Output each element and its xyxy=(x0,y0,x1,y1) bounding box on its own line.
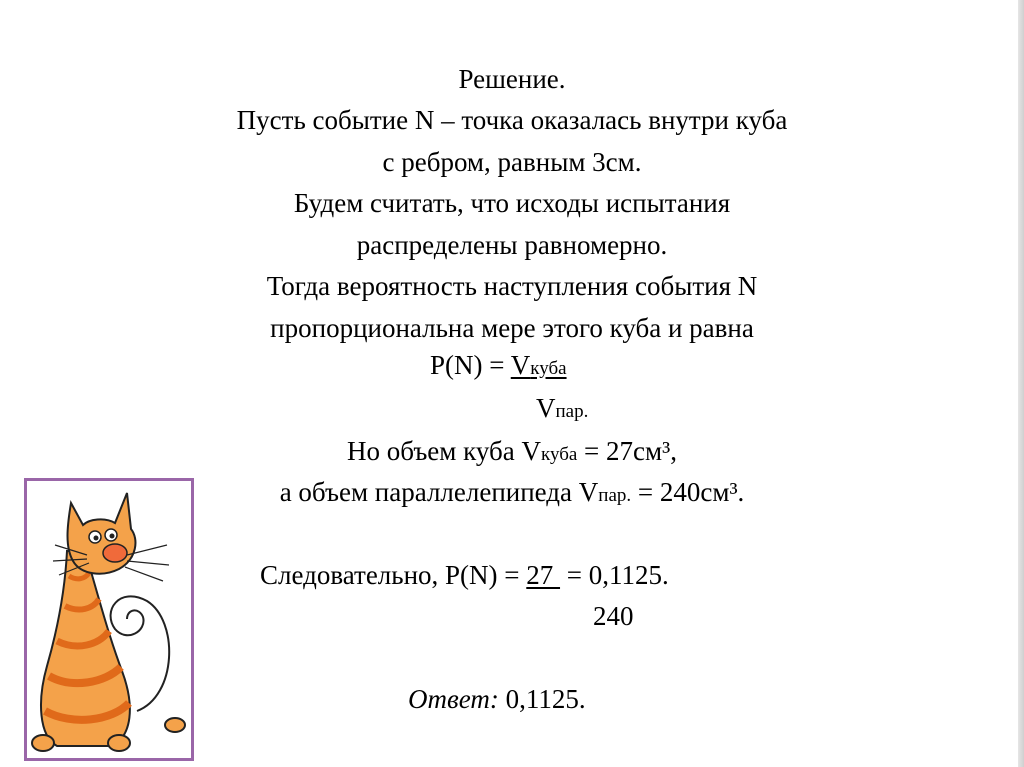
box-volume-v: V xyxy=(578,477,599,507)
cat-paw-left xyxy=(32,735,54,751)
cube-volume-sub: куба xyxy=(540,444,578,465)
answer-line xyxy=(408,682,586,716)
formula-denominator xyxy=(536,391,588,429)
cube-volume-value: = 27см³, xyxy=(577,436,677,466)
result-denominator: 240 xyxy=(593,601,634,631)
text-line-6: пропорциональна мере этого куба и равна xyxy=(270,313,754,343)
text-line-5: Тогда вероятность наступления события N xyxy=(266,271,758,301)
cube-volume-line xyxy=(0,434,1024,472)
box-volume-prefix: а объем параллелепипеда xyxy=(279,477,579,507)
result-prefix: Следовательно, P(N) = xyxy=(260,560,527,590)
text-line-2: с ребром, равным 3см. xyxy=(382,147,642,177)
cat-head xyxy=(68,493,136,574)
slide-edge xyxy=(1018,0,1024,767)
formula-numerator xyxy=(511,350,567,380)
cube-volume-v: V xyxy=(521,436,541,466)
formula-lhs: P(N) = xyxy=(430,350,511,380)
denominator-v: V xyxy=(536,393,556,423)
answer-value: 0,1125. xyxy=(498,684,586,714)
box-volume-sub: пар. xyxy=(598,485,632,506)
numerator-v: V xyxy=(510,350,531,380)
denominator-sub: пар. xyxy=(555,401,589,422)
result-line xyxy=(260,558,669,592)
cat-paw-right xyxy=(108,735,130,751)
cat-illustration-frame xyxy=(24,478,194,761)
text-line-3: Будем считать, что исходы испытания xyxy=(293,188,731,218)
result-suffix: = 0,1125. xyxy=(560,560,669,590)
probability-formula xyxy=(430,348,567,386)
cat-nose xyxy=(103,544,127,562)
cube-volume-prefix: Но объем куба xyxy=(347,436,522,466)
result-numerator: 27 xyxy=(526,560,561,590)
answer-label: Ответ: xyxy=(408,684,499,714)
numerator-sub: куба xyxy=(530,358,567,379)
text-line-1: Пусть событие N – точка оказалась внутри куба xyxy=(236,105,788,135)
box-volume-value: = 240см³. xyxy=(631,477,745,507)
cat-illustration xyxy=(27,481,191,758)
text-line-4: распределены равномерно. xyxy=(356,230,668,260)
solution-heading: Решение. xyxy=(458,64,566,94)
